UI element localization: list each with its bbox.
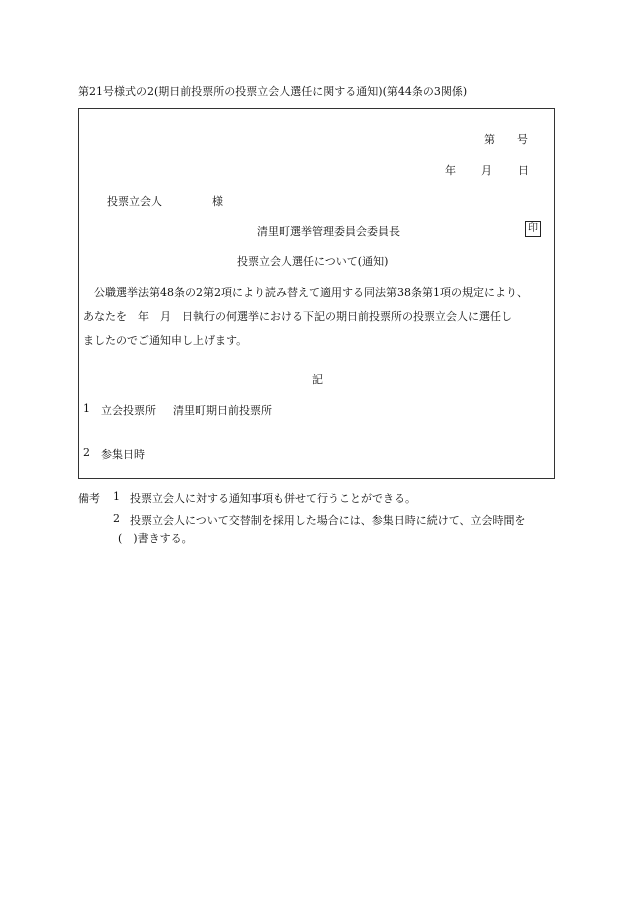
remark-1-number: 1	[113, 490, 120, 503]
ki-heading: 記	[312, 373, 323, 386]
item-1-number: 1	[83, 402, 90, 415]
body-line-3: ましたのでご通知申し上げます。	[83, 334, 248, 347]
sender-title: 清里町選挙管理委員会委員長	[257, 225, 400, 238]
remark-2-continuation: ( )書きする。	[118, 532, 193, 545]
doc-number-go: 号	[517, 133, 528, 146]
item-1-value: 清里町期日前投票所	[173, 404, 272, 417]
item-2-number: 2	[83, 446, 90, 459]
date-year: 年	[445, 164, 456, 177]
remark-2-number: 2	[113, 512, 120, 525]
addressee-name: 投票立会人	[107, 195, 162, 208]
notice-body	[83, 281, 553, 353]
date-month: 月	[481, 164, 492, 177]
remark-1-text: 投票立会人に対する通知事項も併せて行うことができる。	[130, 492, 416, 505]
remark-2-text: 投票立会人について交替制を採用した場合には、参集日時に続けて、立会時間を	[130, 514, 526, 527]
body-line-2: あなたを 年 月 日執行の何選挙における下記の期日前投票所の投票立会人に選任し	[83, 310, 512, 323]
notice-frame	[78, 108, 555, 479]
notice-subject: 投票立会人選任について(通知)	[237, 255, 389, 268]
addressee-sama: 様	[212, 195, 223, 208]
form-header: 第21号様式の2(期日前投票所の投票立会人選任に関する通知)(第44条の3関係)	[78, 85, 468, 98]
body-line-1: 公職選挙法第48条の2第2項により読み替えて適用する同法第38条第1項の規定により、	[94, 286, 528, 299]
item-1-label: 立会投票所	[101, 404, 156, 417]
doc-number-dai: 第	[484, 133, 495, 146]
item-2-label: 参集日時	[101, 448, 145, 461]
date-day: 日	[518, 164, 529, 177]
remarks-title: 備考	[78, 492, 100, 505]
seal-stamp: 印	[525, 221, 541, 237]
